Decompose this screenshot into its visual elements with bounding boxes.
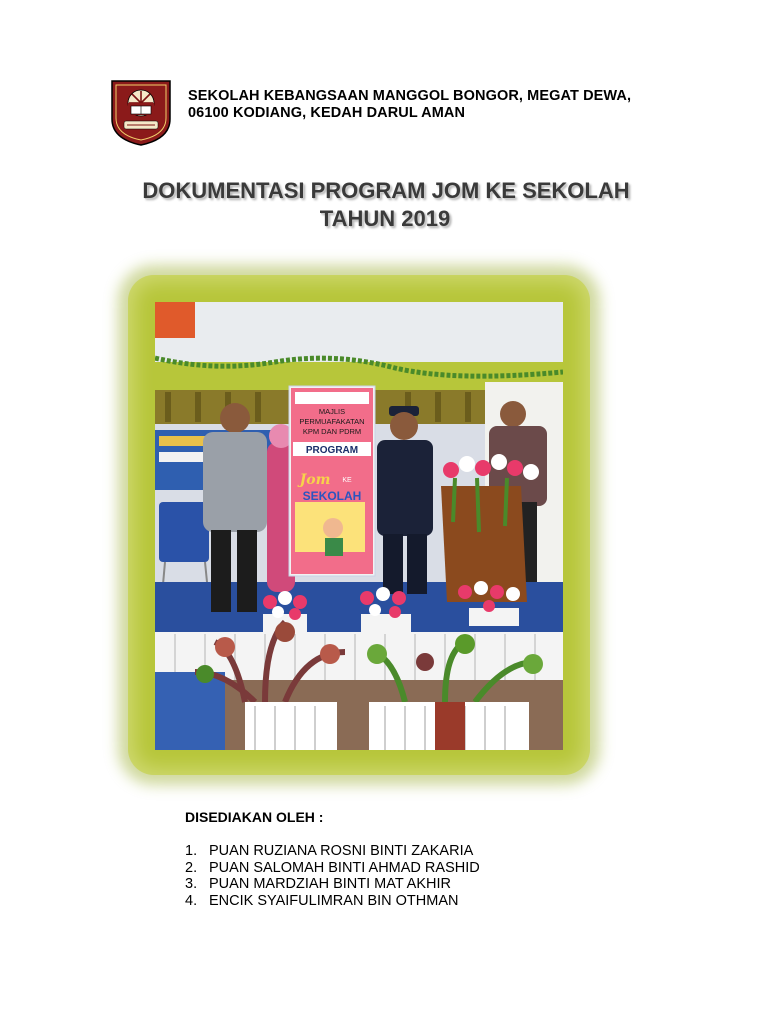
event-photo <box>155 302 563 750</box>
banner-ke: KE <box>342 477 352 484</box>
school-crest-logo <box>110 79 172 147</box>
school-address-line: 06100 KODIANG, KEDAH DARUL AMAN <box>188 105 466 121</box>
document-title: DOKUMENTASI PROGRAM JOM KE SEKOLAH <box>142 178 630 203</box>
school-address <box>188 88 631 122</box>
preparer-name: ENCIK SYAIFULIMRAN BIN OTHMAN <box>209 892 459 909</box>
school-name-line: SEKOLAH KEBANGSAAN MANGGOL BONGOR, MEGAT DEWA, <box>188 88 632 104</box>
banner-program: PROGRAM <box>305 445 359 456</box>
preparer-item: 3. PUAN MARDZIAH BINTI MAT AKHIR <box>185 876 451 892</box>
banner-jom: Jom <box>299 472 331 488</box>
wall-sign <box>155 302 195 338</box>
banner-line-3: KPM DAN PDRM <box>302 427 362 436</box>
preparer-name: PUAN RUZIANA ROSNI BINTI ZAKARIA <box>209 843 474 859</box>
preparer-item: 4. ENCIK SYAIFULIMRAN BIN OTHMAN <box>185 892 459 909</box>
banner-sekolah: SEKOLAH <box>302 489 362 503</box>
preparer-list <box>185 843 480 909</box>
preparer-item: 2. PUAN SALOMAH BINTI AHMAD RASHID <box>185 859 480 876</box>
document-year: TAHUN 2019 <box>319 206 451 231</box>
banner-line-2: PERMUAFAKATAN <box>299 417 365 426</box>
prepared-by-label: DISEDIAKAN OLEH : <box>185 809 324 825</box>
preparer-name: PUAN MARDZIAH BINTI MAT AKHIR <box>209 876 451 892</box>
banner-line-1: MAJLIS <box>318 407 346 416</box>
preparer-item: 1. PUAN RUZIANA ROSNI BINTI ZAKARIA <box>185 843 474 859</box>
preparer-name: PUAN SALOMAH BINTI AHMAD RASHID <box>209 859 480 876</box>
